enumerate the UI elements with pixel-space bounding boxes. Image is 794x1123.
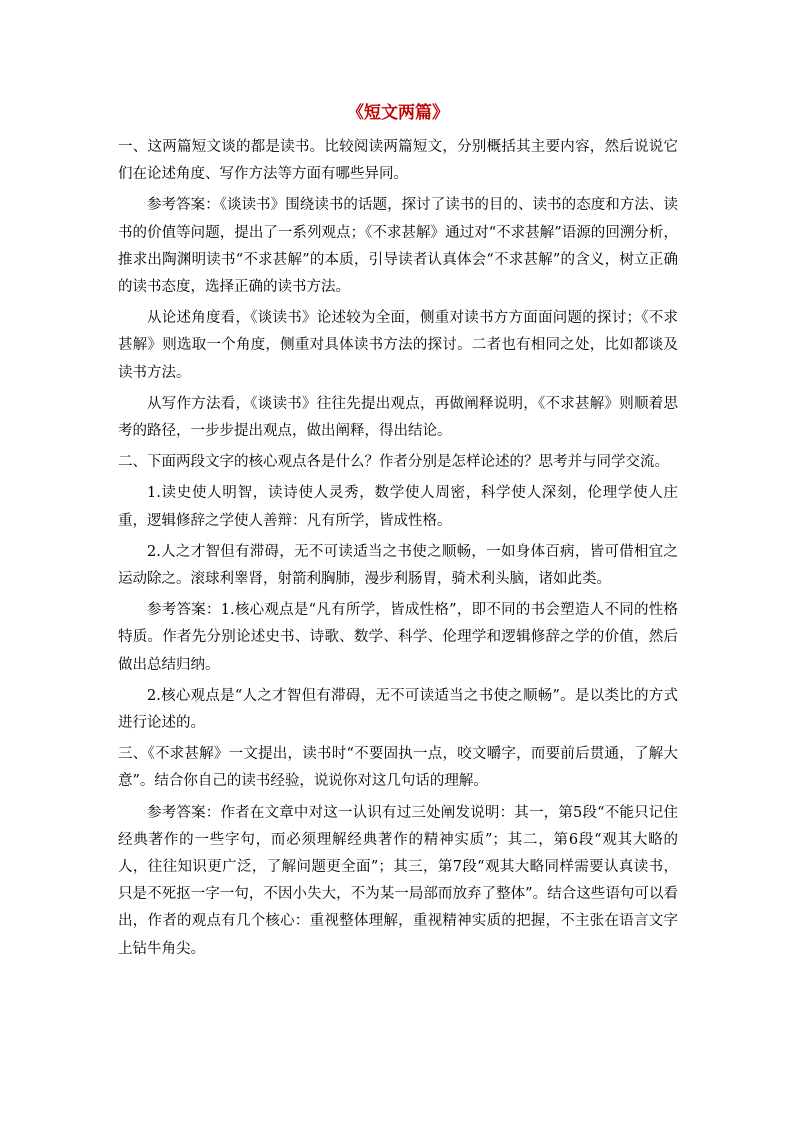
answer-2-part-2: 2.核心观点是“人之才智但有滞碍，无不可读适当之书使之顺畅”。是以类比的方式进行论述的。 — [118, 687, 678, 732]
answer-1-angle: 从论述角度看，《谈读书》论述较为全面，侧重对读书方方面面问题的探讨；《不求甚解》则选取一个角度，侧重对具体读书方法的探讨。二者也有相同之处，比如都谈及读书方法。 — [118, 310, 678, 381]
answer-1-method: 从写作方法看，《谈读书》往往先提出观点，再做阐释说明，《不求甚解》则顺着思考的路径，一步步提出观点，做出阐释，得出结论。 — [118, 395, 678, 440]
question-1: 一、这两篇短文谈的都是读书。比较阅读两篇短文，分别概括其主要内容，然后说说它们在论述角度、写作方法等方面有哪些异同。 — [118, 139, 678, 183]
question-2-excerpt-1: 1.读史使人明智，读诗使人灵秀，数学使人周密，科学使人深刻，伦理学使人庄重，逻辑修辞之学使人善辩：凡有所学，皆成性格。 — [118, 485, 678, 529]
question-3: 三、《不求甚解》一文提出，读书时“不要固执一点，咬文嚼字，而要前后贯通，了解大意”。结合你自己的读书经验，说说你对这几句话的理解。 — [118, 746, 678, 790]
document-page — [118, 98, 678, 967]
question-2: 二、下面两段文字的核心观点各是什么？作者分别是怎样论述的？思考并与同学交流。 — [118, 454, 669, 471]
answer-2-part-1: 参考答案：1.核心观点是“凡有所学，皆成性格”，即不同的书会塑造人不同的性格特质。作者先分别论述史书、诗歌、数学、科学、伦理学和逻辑修辞之学的价值，然后做出总结归纳。 — [118, 602, 678, 673]
question-2-excerpt-2: 2.人之才智但有滞碍，无不可读适当之书使之顺畅，一如身体百病，皆可借相宜之运动除之。滚球利睾肾，射箭利胸肺，漫步利肠胃，骑术利头脑，诸如此类。 — [118, 543, 678, 588]
answer-3: 参考答案：作者在文章中对这一认识有过三处阐发说明：其一，第5段“不能只记住经典著作的一些字句，而必须理解经典著作的精神实质”；其二，第6段“观其大略的人，往往知识更广泛，了解问题更全面”；其三，第7段“观其大略同样需要认真读书，只是不死抠一字一句，不因小失大，不为某一局部而放弃了整体”。结合这些语句可以看出，作者的观点有几个核心：重视整体理解，重视精神实质的把握，不主张在语言文字上钻牛角尖。 — [118, 804, 678, 957]
document-title: 《短文两篇》 — [347, 103, 449, 123]
answer-1-summary: 参考答案：《谈读书》围绕读书的话题，探讨了读书的目的、读书的态度和方法、读书的价值等问题，提出了一系列观点；《不求甚解》通过对“不求甚解”语源的回溯分析，推求出陶渊明读书“不求甚解”的本质，引导读者认真体会“不求甚解”的含义，树立正确的读书态度，选择正确的读书方法。 — [118, 197, 678, 296]
